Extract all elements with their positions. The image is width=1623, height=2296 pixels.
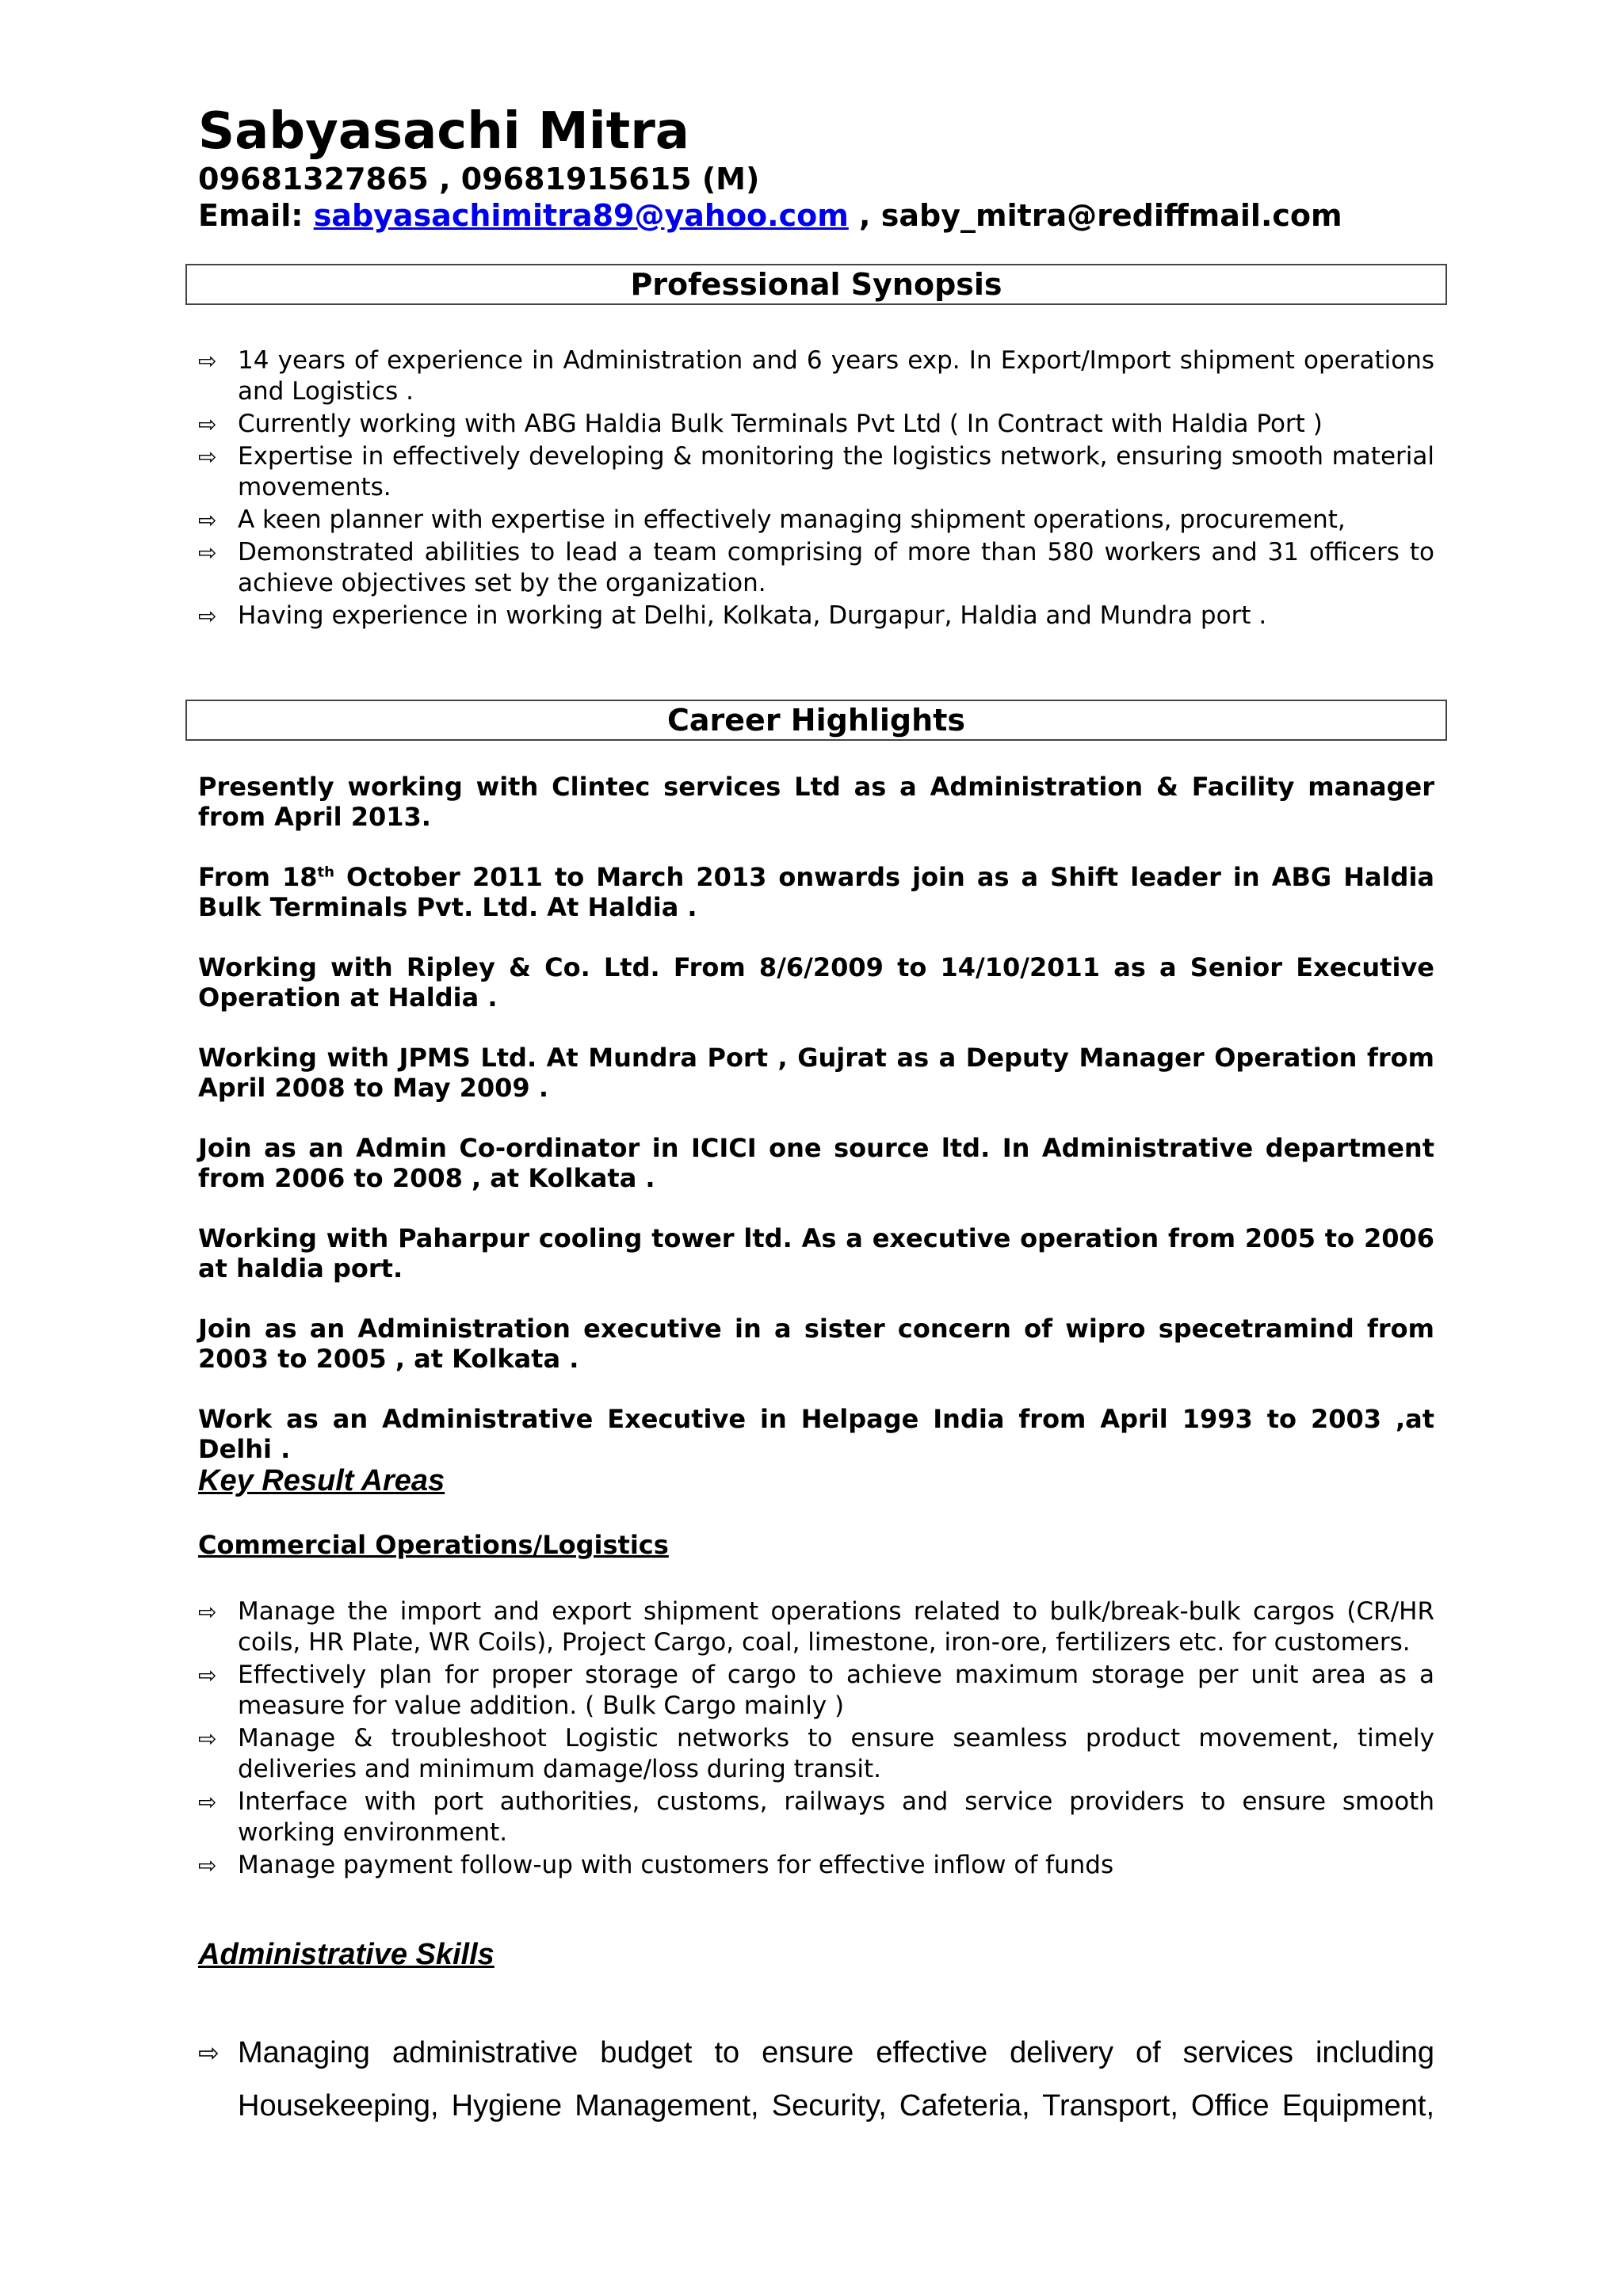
arrow-right-outline-icon: ⇨ xyxy=(198,411,217,437)
email-line xyxy=(198,196,1342,235)
arrow-right-outline-icon: ⇨ xyxy=(198,348,217,374)
admin-skills-heading: Administrative Skills xyxy=(198,1938,495,1971)
email-separator: , xyxy=(848,198,881,233)
career-entry: Working with Ripley & Co. Ltd. From 8/6/2009 to 14/10/2011 as a Senior Executive Operation at Haldia . xyxy=(198,952,1434,1013)
career-entry: Presently working with Clintec services Ltd as a Administration & Facility manager from April 2013. xyxy=(198,772,1434,832)
list-item: ⇨ Manage payment follow-up with customers for effective inflow of funds xyxy=(198,1851,1114,1879)
arrow-right-outline-icon: ⇨ xyxy=(198,1599,217,1625)
candidate-name: Sabyasachi Mitra xyxy=(198,102,689,161)
email-link-primary[interactable]: sabyasachimitra89@yahoo.com xyxy=(313,198,849,233)
list-item: ⇨ Managing administrative budget to ensure effective delivery of services including Housekeeping, Hygiene Management, Security, Cafeteria, Transport, Office Equipment, xyxy=(198,2027,1434,2133)
career-entry: Join as an Admin Co-ordinator in ICICI one source ltd. In Administrative department from 2006 to 2008 , at Kolkata . xyxy=(198,1133,1434,1193)
list-item: ⇨ Having experience in working at Delhi, Kolkata, Durgapur, Haldia and Mundra port . xyxy=(198,601,1267,630)
synopsis-heading: Professional Synopsis xyxy=(185,264,1447,305)
arrow-right-outline-icon: ⇨ xyxy=(198,444,217,470)
arrow-right-outline-icon: ⇨ xyxy=(198,507,217,533)
list-item: ⇨ Currently working with ABG Haldia Bulk Terminals Pvt Ltd ( In Contract with Haldia Port ) xyxy=(198,410,1323,438)
list-item: ⇨ Demonstrated abilities to lead a team comprising of more than 580 workers and 31 officers to achieve objectives set by the organization. xyxy=(198,538,1434,597)
arrow-right-outline-icon: ⇨ xyxy=(198,603,217,629)
career-highlights xyxy=(198,772,1434,1494)
list-item: ⇨ Effectively plan for proper storage of cargo to achieve maximum storage per unit area as a measure for value addition. ( Bulk Cargo mainly ) xyxy=(198,1661,1434,1720)
list-item: ⇨ Expertise in effectively developing & monitoring the logistics network, ensuring smooth material movements. xyxy=(198,442,1434,502)
email-label: Email: xyxy=(198,198,314,233)
phone-numbers: 09681327865 , 09681915615 (M) xyxy=(198,162,760,196)
arrow-right-outline-icon: ⇨ xyxy=(198,2039,220,2067)
list-item: ⇨ A keen planner with expertise in effectively managing shipment operations, procurement, xyxy=(198,505,1346,534)
career-entry: Working with Paharpur cooling tower ltd. As a executive operation from 2005 to 2006 at haldia port. xyxy=(198,1223,1434,1283)
kra-subheading: Commercial Operations/Logistics xyxy=(198,1530,669,1560)
career-entry: Join as an Administration executive in a sister concern of wipro specetramind from 2003 to 2005 , at Kolkata . xyxy=(198,1314,1434,1374)
kra-heading: Key Result Areas xyxy=(198,1464,445,1497)
list-item: ⇨ Interface with port authorities, customs, railways and service providers to ensure smooth working environment. xyxy=(198,1787,1434,1847)
email-secondary: saby_mitra@rediffmail.com xyxy=(880,198,1342,233)
arrow-right-outline-icon: ⇨ xyxy=(198,1789,217,1815)
career-entry: Working with JPMS Ltd. At Mundra Port , Gujrat as a Deputy Manager Operation from April 2008 to May 2009 . xyxy=(198,1043,1434,1103)
admin-skills-list xyxy=(198,2027,1434,2133)
career-entry: Work as an Administrative Executive in Helpage India from April 1993 to 2003 ,at Delhi . xyxy=(198,1404,1434,1464)
career-entry: From 18th October 2011 to March 2013 onwards join as a Shift leader in ABG Haldia Bulk Terminals Pvt. Ltd. At Haldia . xyxy=(198,862,1435,922)
list-item: ⇨ Manage & troubleshoot Logistic networks to ensure seamless product movement, timely deliveries and minimum damage/loss during transit. xyxy=(198,1724,1434,1783)
arrow-right-outline-icon: ⇨ xyxy=(198,1662,217,1688)
synopsis-list xyxy=(198,345,1434,633)
arrow-right-outline-icon: ⇨ xyxy=(198,1726,217,1752)
arrow-right-outline-icon: ⇨ xyxy=(198,1852,217,1878)
arrow-right-outline-icon: ⇨ xyxy=(198,540,217,566)
list-item: ⇨ Manage the import and export shipment operations related to bulk/break-bulk cargos (CR/HR coils, HR Plate, WR Coils), Project Cargo, coal, limestone, iron-ore, fertilizers etc. for customers. xyxy=(198,1597,1434,1657)
kra-list xyxy=(198,1596,1434,1882)
list-item: ⇨ 14 years of experience in Administration and 6 years exp. In Export/Import shipment operations and Logistics . xyxy=(198,346,1434,406)
career-heading: Career Highlights xyxy=(185,700,1447,741)
